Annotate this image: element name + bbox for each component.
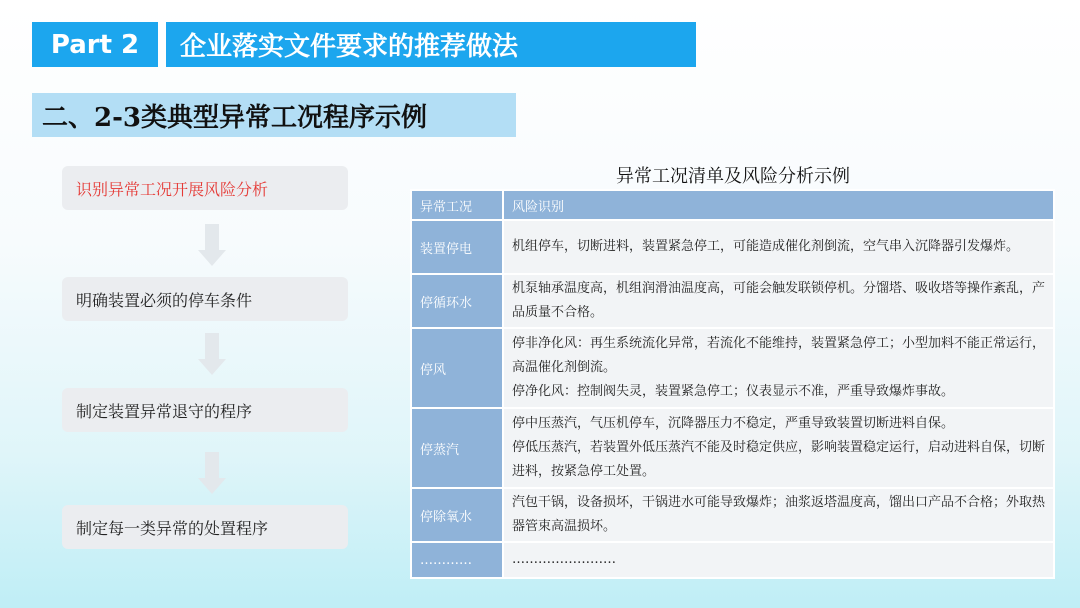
risk-description: 机组停车，切断进料，装置紧急停工，可能造成催化剂倒流，空气串入沉降器引发爆炸。 <box>503 220 1054 274</box>
risk-description: 机泵轴承温度高，机组润滑油温度高，可能会触发联锁停机。分馏塔、吸收塔等操作紊乱，产品质量不合格。 <box>503 274 1054 328</box>
risk-description: 停中压蒸汽，气压机停车，沉降器压力不稳定，严重导致装置切断进料自保。 停低压蒸汽，若装置外低压蒸汽不能及时稳定供应，影响装置稳定运行，启动进料自保，切断进料，按紧急停工处置。 <box>503 408 1054 488</box>
table-row <box>411 408 1054 488</box>
step-2: 明确装置必须的停车条件 <box>62 277 348 321</box>
risk-description: 停非净化风：再生系统流化异常，若流化不能维持，装置紧急停工；小型加料不能正常运行，高温催化剂倒流。 停净化风：控制阀失灵，装置紧急停工；仪表显示不准，严重导致爆炸事故。 <box>503 328 1054 408</box>
table-row <box>411 328 1054 408</box>
table-title: 异常工况清单及风险分析示例 <box>616 166 850 187</box>
condition-name: 停循环水 <box>411 274 503 328</box>
condition-name: 停风 <box>411 328 503 408</box>
table-row <box>411 488 1054 542</box>
risk-description: 汽包干锅，设备损坏，干锅进水可能导致爆炸；油浆返塔温度高，馏出口产品不合格；外取热器管束高温损坏。 <box>503 488 1054 542</box>
part-label: Part 2 <box>32 22 158 67</box>
condition-name: 停除氧水 <box>411 488 503 542</box>
section-title: 企业落实文件要求的推荐做法 <box>166 22 696 67</box>
risk-description: …………………… <box>503 542 1054 578</box>
condition-name: ………… <box>411 542 503 578</box>
table-row <box>411 542 1054 578</box>
step-4: 制定每一类异常的处置程序 <box>62 505 348 549</box>
column-header: 风险识别 <box>503 190 1054 220</box>
subsection-title: 二、2-3类典型异常工况程序示例 <box>32 93 516 137</box>
column-header: 异常工况 <box>411 190 503 220</box>
condition-name: 停蒸汽 <box>411 408 503 488</box>
down-arrow-icon <box>198 333 226 377</box>
table-row <box>411 274 1054 328</box>
table-row <box>411 220 1054 274</box>
table-header-row <box>411 190 1054 220</box>
risk-table <box>410 189 1055 579</box>
condition-name: 装置停电 <box>411 220 503 274</box>
down-arrow-icon <box>198 224 226 268</box>
down-arrow-icon <box>198 452 226 496</box>
step-1: 识别异常工况开展风险分析 <box>62 166 348 210</box>
step-3: 制定装置异常退守的程序 <box>62 388 348 432</box>
